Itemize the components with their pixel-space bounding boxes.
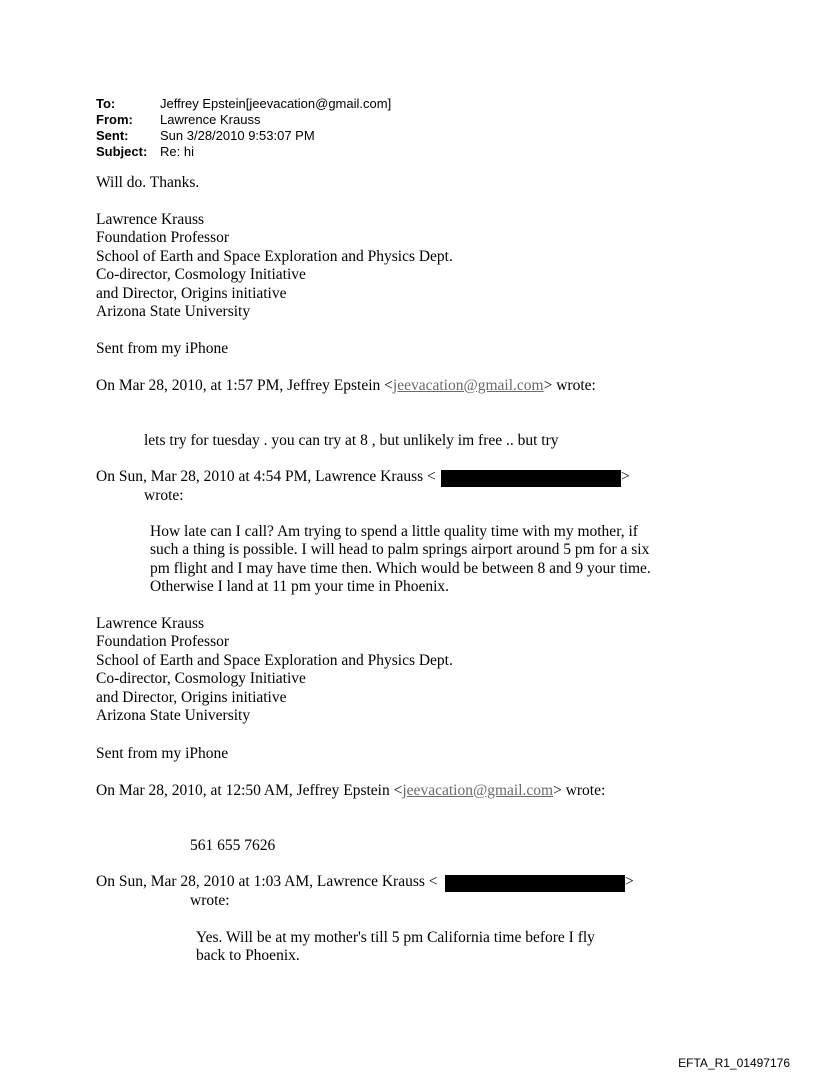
signature-line: School of Earth and Space Exploration and Physics Dept. bbox=[96, 651, 453, 669]
quote-prefix: On Sun, Mar 28, 2010 at 1:03 AM, Lawrence Krauss < bbox=[96, 873, 438, 890]
quote-prefix: On Sun, Mar 28, 2010 at 4:54 PM, Lawrence Krauss < bbox=[96, 468, 436, 485]
redaction-bar bbox=[441, 470, 621, 487]
quote-suffix: > bbox=[625, 873, 634, 890]
quote-wrote: wrote: bbox=[144, 487, 184, 504]
subject-row bbox=[96, 144, 194, 160]
quote-header bbox=[96, 377, 596, 395]
from-value: Lawrence Krauss bbox=[160, 112, 261, 127]
to-row bbox=[96, 96, 391, 112]
signature-line: Arizona State University bbox=[96, 303, 251, 321]
message-line: How late can I call? Am trying to spend a little quality time with my mother, if bbox=[150, 523, 638, 540]
signature-line: Foundation Professor bbox=[96, 633, 230, 651]
subject-value: Re: hi bbox=[160, 144, 194, 159]
signature-line: and Director, Origins initiative bbox=[96, 284, 287, 302]
quote-prefix: On Mar 28, 2010, at 12:50 AM, Jeffrey Epstein < bbox=[96, 782, 403, 799]
quote-header bbox=[96, 873, 438, 891]
sent-row bbox=[96, 128, 315, 144]
quote-suffix: > wrote: bbox=[543, 377, 596, 394]
signature-line: Foundation Professor bbox=[96, 229, 230, 247]
subject-label: Subject: bbox=[96, 144, 148, 159]
signature-line: School of Earth and Space Exploration and Physics Dept. bbox=[96, 247, 453, 265]
from-label: From: bbox=[96, 112, 133, 127]
email-link[interactable]: jeevacation@gmail.com bbox=[392, 377, 544, 394]
signature-line: and Director, Origins initiative bbox=[96, 688, 287, 706]
document-id: EFTA_R1_01497176 bbox=[678, 1056, 790, 1070]
signature bbox=[96, 615, 453, 725]
quote-suffix: > bbox=[621, 468, 630, 485]
quoted-message bbox=[196, 929, 595, 966]
quote-wrote: wrote: bbox=[190, 892, 230, 909]
quote-prefix: On Mar 28, 2010, at 1:57 PM, Jeffrey Epstein < bbox=[96, 377, 393, 394]
quoted-message bbox=[150, 523, 651, 597]
quote-header bbox=[96, 782, 605, 800]
signature-line: Lawrence Krauss bbox=[96, 615, 205, 632]
email-link[interactable]: jeevacation@gmail.com bbox=[402, 782, 554, 799]
to-label: To: bbox=[96, 96, 116, 111]
signature-line: Lawrence Krauss bbox=[96, 211, 205, 228]
signature-line: Co-director, Cosmology Initiative bbox=[96, 266, 306, 284]
message-line: Yes. Will be at my mother's till 5 pm California time before I fly bbox=[196, 929, 595, 946]
message-line: pm flight and I may have time then. Which would be between 8 and 9 your time. bbox=[150, 559, 651, 577]
message-line: such a thing is possible. I will head to palm springs airport around 5 pm for a six bbox=[150, 541, 650, 559]
quoted-message: lets try for tuesday . you can try at 8 , but unlikely im free .. but try bbox=[144, 432, 559, 449]
signature bbox=[96, 211, 453, 321]
quote-suffix: > wrote: bbox=[553, 782, 606, 799]
quoted-message: 561 655 7626 bbox=[190, 837, 276, 854]
sent-from-iphone: Sent from my iPhone bbox=[96, 745, 229, 762]
quote-header bbox=[96, 468, 436, 486]
sent-from-iphone: Sent from my iPhone bbox=[96, 340, 229, 357]
redaction-bar bbox=[445, 875, 625, 892]
message-line: back to Phoenix. bbox=[196, 947, 300, 965]
signature-line: Arizona State University bbox=[96, 707, 251, 725]
signature-line: Co-director, Cosmology Initiative bbox=[96, 670, 306, 688]
reply-text: Will do. Thanks. bbox=[96, 174, 200, 191]
message-line: Otherwise I land at 11 pm your time in Phoenix. bbox=[150, 578, 450, 596]
sent-label: Sent: bbox=[96, 128, 129, 143]
from-row bbox=[96, 112, 260, 128]
sent-value: Sun 3/28/2010 9:53:07 PM bbox=[160, 128, 315, 143]
to-value: Jeffrey Epstein[jeevacation@gmail.com] bbox=[160, 96, 392, 111]
